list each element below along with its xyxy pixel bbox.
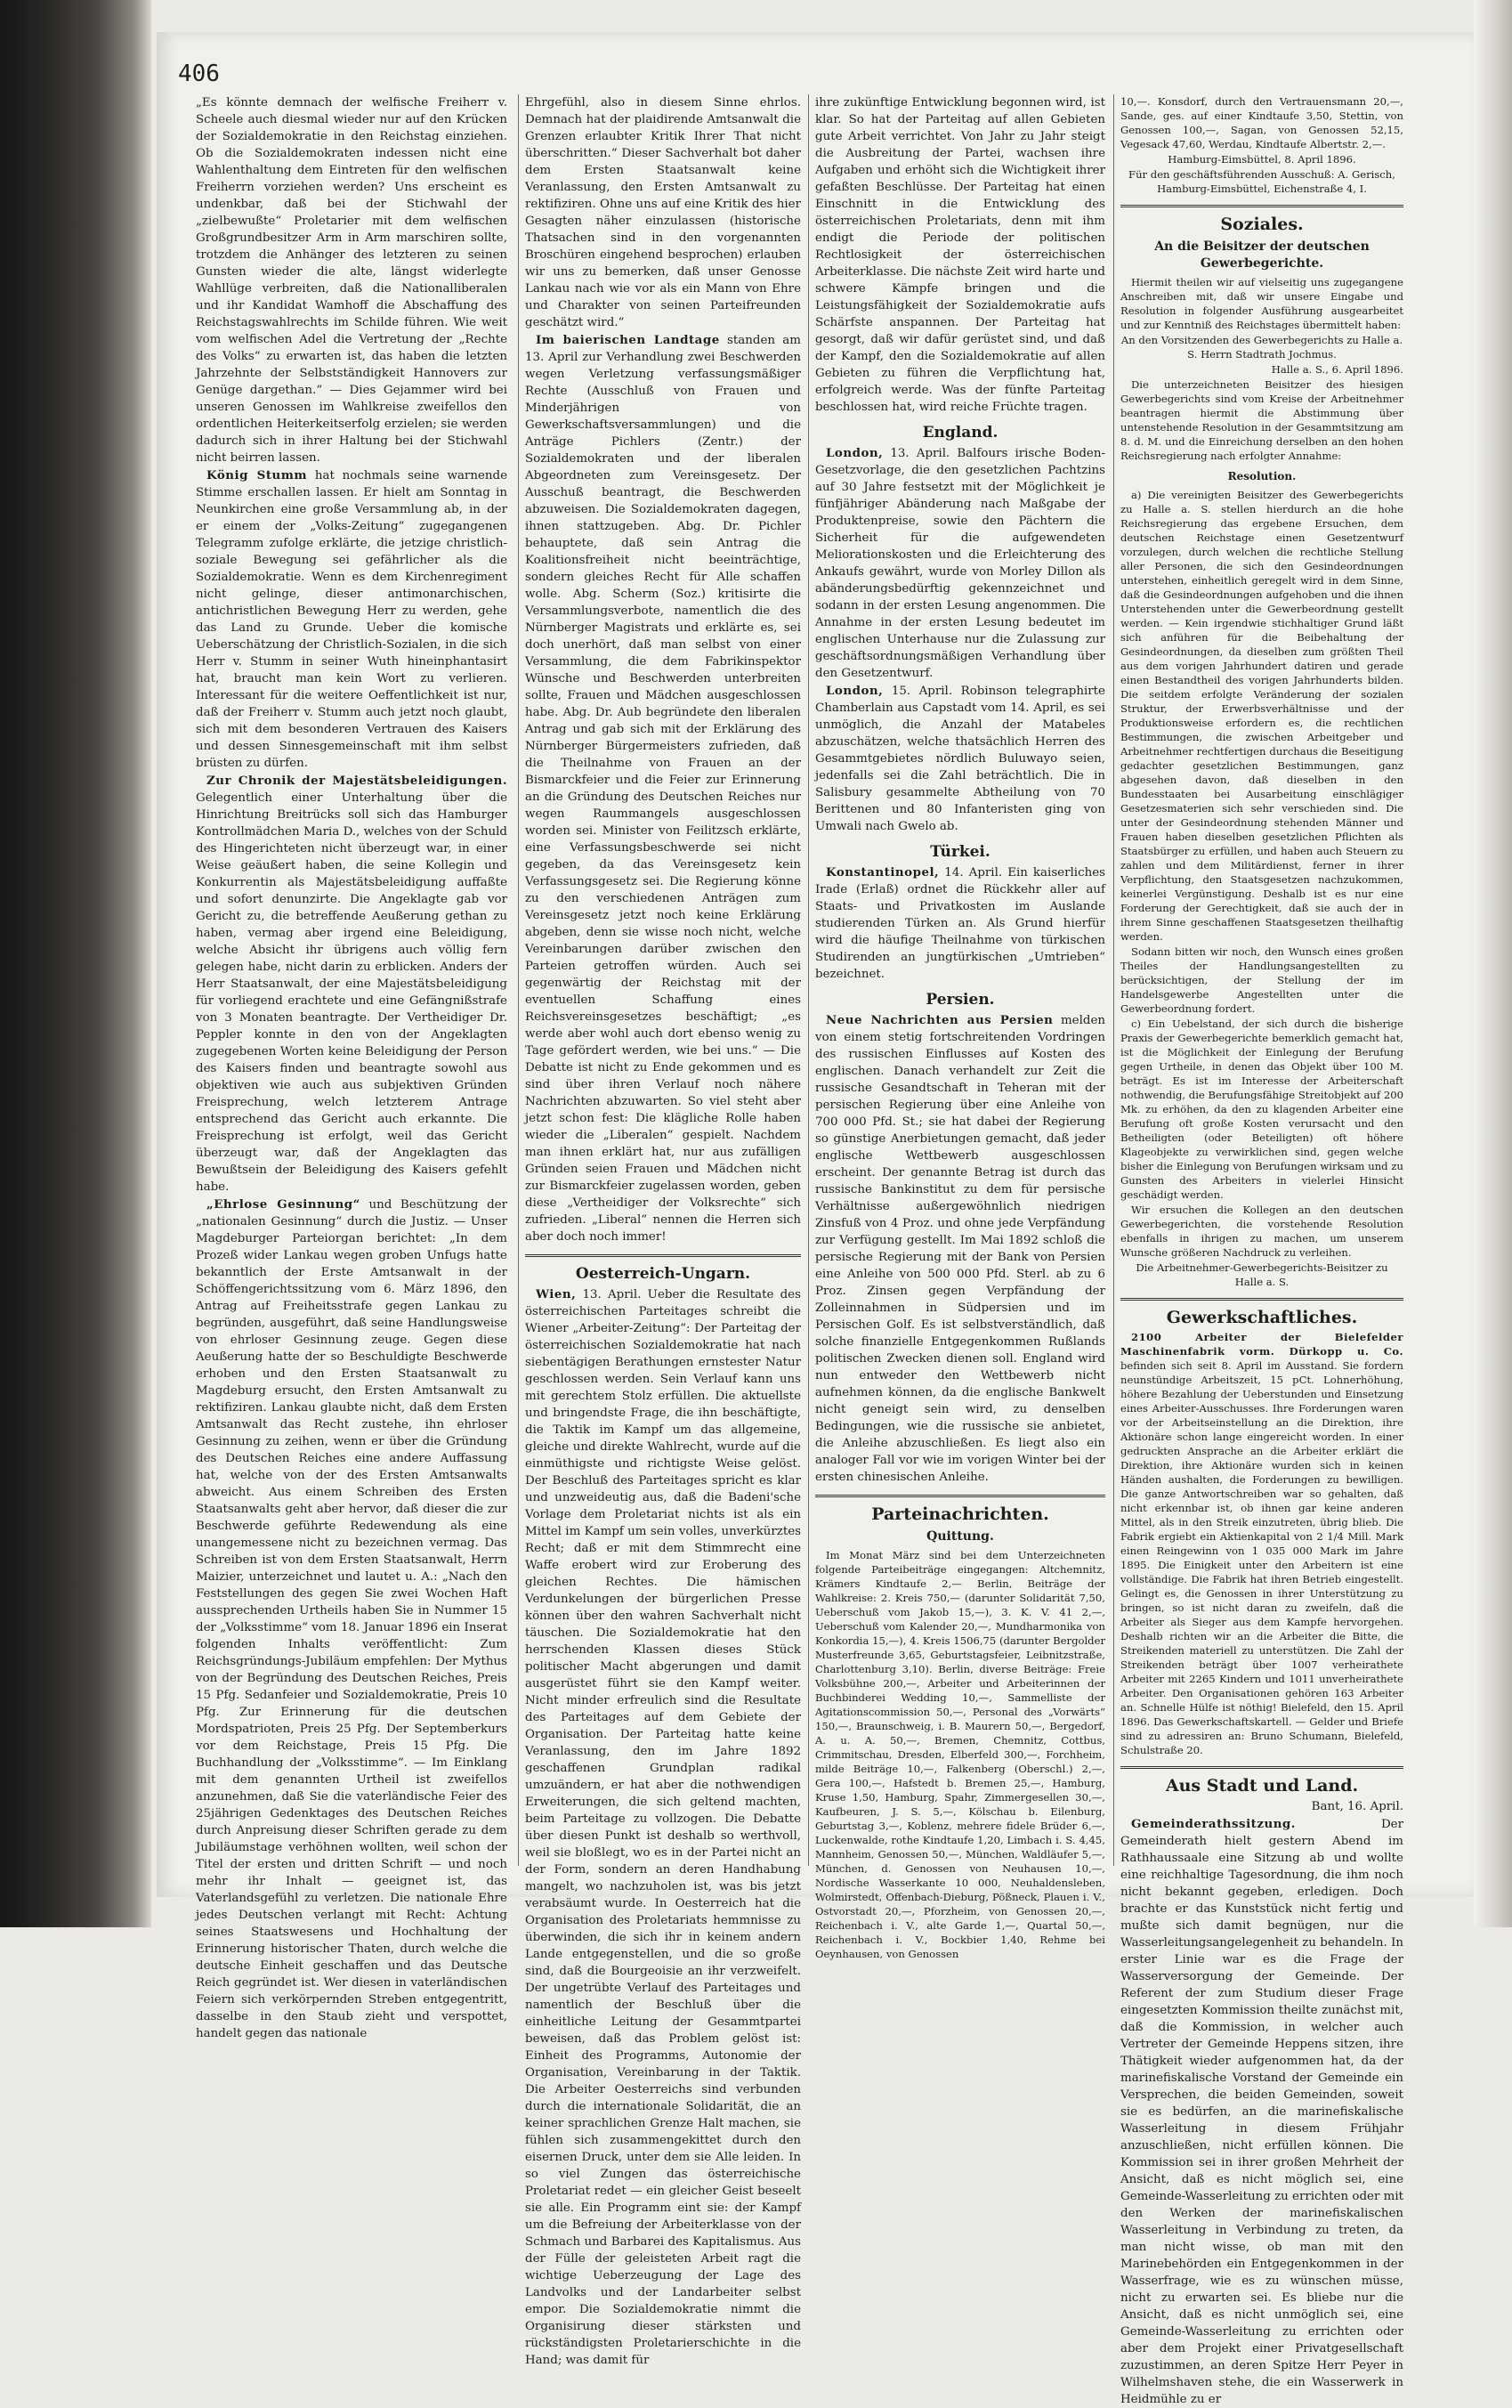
column-4 <box>1120 94 1403 2406</box>
article-lead: Im baierischen Landtage <box>536 333 720 347</box>
paragraph: ihre zukünftige Entwicklung begonnen wird, ist klar. So hat der Parteitag auf allen Gebieten gute Arbeit verrichtet. Von Jahr zu Jahr steigt die Ausbreitung der Partei, wachsen ihre Aufgaben und erhöht sich die Wichtigkeit ihrer gefaßten Beschlüsse. Der Parteitag hat einen Einschnitt in die Entwicklung des österreichischen Proletariats, denn mit ihm endigt die Periode der politischen Rechtlosigkeit der österreichischen Arbeiterklasse. Die nächste Zeit wird harte und schwere Kämpfe bringen und die Leistungsfähigkeit der Sozialdemokratie aufs Schärfste anspannen. Der Parteitag hat gesorgt, daß wir dafür gerüstet sind, und daß der Kampf, den die Sozialdemokratie auf allen Gebieten zu führen die Verpflichtung hat, erfolgreich werde. Was der fünfte Parteitag beschlossen hat, wird reiche Früchte tragen. <box>815 96 1105 414</box>
column-2 <box>525 94 801 2367</box>
article-lead: Wien, <box>536 1287 577 1301</box>
section-heading: Türkei. <box>930 843 990 861</box>
article <box>525 1286 801 2369</box>
article-lead: London, <box>826 446 884 460</box>
article-lead: König Stumm <box>206 468 308 482</box>
section-heading: Gewerkschaftliches. <box>1166 1308 1358 1327</box>
paragraph: a) Die vereinigten Beisitzer des Gewerbegerichts zu Halle a. S. stellen hierdurch an die hohe Reichsregierung das ergebene Ersuchen, dem deutschen Reichstage einen Gesetzentwurf vorzulegen, durch welchen die rechtliche Stellung aller Personen, die sich den Gesindeordnungen unterstehen, einheitlich geregelt wird in dem Sinne, daß die Gesindeordnungen aufgehoben und die ihnen Unterstehenden unter die Gewerbeordnung gestellt werden. — Kein irgendwie stichhaltiger Grund läßt sich anführen für die Beibehaltung der Gesindeordnungen, da dieselben zum größten Theil aus dem vorigen Jahrhundert datiren und gerade einen Bestandtheil des vorigen Jahrhunderts bilden. Die seitdem erfolgte Veränderung der sozialen Struktur, der Erwerbsverhältnisse und der Produktionsweise erfordern es, die rechtlichen Bestimmungen, die zwischen Arbeitgeber und Arbeitnehmer rechtfertigen durchaus die Beseitigung gedachter gesetzlichen Bestimmungen, ganz abgesehen davon, daß dieselben in den Bundesstaaten bei Ausarbeitung einschlägiger Gesetzesmaterien sich sehr verschieden sind. Die unter der Gesindeordnung stehenden Männer und Frauen haben dieselben gesetzlichen Pflichten als Staatsbürger zu erfüllen, und haben auch Steuern zu zahlen und dem Militärdienst, ferner in ihrer Verpflichtung, den Staatsgesetzen nachzukommen, keinerlei Vergünstigung. Deshalb ist es nur eine Forderung der Gerechtigkeit, daß sie auch der in ihrem Sinne geschaffenen Staatsgesetzen theilhaftig werden. <box>1120 489 1403 943</box>
paragraph: Ehrgefühl, also in diesem Sinne ehrlos. Demnach hat der plaidirende Amtsanwalt die Grenzen erlaubter Kritik Ihrer That nicht überschritten.“ Dieser Sachverhalt bot daher dem Ersten Staatsanwalt keine Veranlassung, den Ersten Amtsanwalt zu rektifiziren. Ohne uns auf eine Kritik des hier Gesagten näher einzulassen (historische Thatsachen sind in den vorgenannten Broschüren eingehend besprochen) erlauben wir uns zu bemerken, daß unser Genosse Lankau nach wie vor als ein Mann von Ehre und Charakter von seinen Parteifreunden geschätzt wird.“ <box>525 96 801 329</box>
article-text: und Beschützung der „nationalen Gesinnung“ durch die Justiz. — Unser Magdeburger Parteiorgan berichtet: „In dem Prozeß wider Lankau wegen groben Unfugs hatte bekanntlich der Erste Amtsanwalt in der Schöffengerichtssitzung vom 6. März 1896, den Antrag auf Freiheitsstrafe gegen Lankau zu begründen, ausgeführt, daß seine Handlungsweise von ehrloser Gesinnung zeuge. Gegen diese Aeußerung hatte der so Beschuldigte Beschwerde erhoben und den Ersten Staatsanwalt zu Magdeburg ersucht, den Ersten Amtsanwalt zu rektifiziren. Lankau glaubte nicht, daß dem Ersten Amtsanwalt das Recht zustehe, ihn ehrloser Gesinnung zu zeihen, wenn er über die Gründung des Deutschen Reiches eine andere Auffassung hat, welche von der des Ersten Amtsanwalts abweicht. Aus einem Schreiben des Ersten Staatsanwalts geht aber hervor, daß dieser die zur Beschwerde geführte Redewendung als eine unangemessene nicht zu bezeichnen vermag. Das Schreiben ist von dem Ersten Staatsanwalt, Herrn Maizier, unterzeichnet und lautet u. A.: „Nach den Feststellungen des gegen Sie zwei Wochen Haft aussprechenden Urtheils haben Sie in Nummer 15 der „Volksstimme“ vom 18. Januar 1896 ein Inserat folgenden Inhalts veröffentlicht: Zum Reichsgründungs-Jubiläum empfehlen: Der Mythus von der Begründung des Deutschen Reiches, Preis 15 Pfg. Sedanfeier und Sozialdemokratie, Preis 10 Pfg. Zur Erinnerung für die deutschen Mordspatrioten, Preis 25 Pfg. Der Septemberkurs vor dem Reichstage, Preis 15 Pfg. Die Buchhandlung der „Volksstimme“. — Im Einklang mit dem genannten Urtheil ist zweifellos anzunehmen, daß Sie die vaterländische Feier des 25jährigen Gedenktages des Deutschen Reiches durch Anpreisung dieser Schriften gerade zu dem Jubiläumstage verhöhnen wollten, weil schon der Titel der ersten und dritten Schrift — und noch mehr ihr Inhalt — geeignet ist, das Vaterlandsgefühl zu verletzen. Die nationale Ehre jedes Deutschen verlangt mit Recht: Achtung seines Staatswesens und Hochhaltung der Erinnerung historischer Thaten, durch welche die deutsche Einheit geschaffen und das Deutsche Reich gegründet ist. Wer diesen in vaterländischen Feiern sich verkörpernden Streben entgegentritt, dasselbe in den Staub zieht und verspottet, handelt gegen das nationale <box>196 1198 507 2040</box>
article <box>815 1012 1105 1486</box>
paragraph: Die unterzeichneten Beisitzer des hiesigen Gewerbegerichts sind vom Kreise der Arbeitnehmer beantragen hiermit die Abstimmung über untenstehende Resolution in der Gesammtsitzung am 8. d. M. und die Einreichung derselben an den hohen Reichsregierung nach erfolgter Annahme: <box>1120 378 1403 462</box>
article-text: 13. April. Balfours irische Boden-Gesetzvorlage, die den gesetzlichen Pachtzins auf 30 Jahre festsetzt mit der Möglichkeit je fünfjähriger Abänderung nach Maßgabe der Produktenpreise, sowie den Pächtern die Sicherheit für die aufgewendeten Meliorationskosten und die Erleichterung des Ankaufs gewährt, wurde von Morley Dillon als abänderungsbedürftig gekennzeichnet und sodann in der ersten Lesung angenommen. Die Annahme in der ersten Lesung bedeutet im englischen Unterhause nur die Zulassung zur geschäftsordnungsmäßigen Verhandlung über den Gesetzentwurf. <box>815 447 1105 680</box>
article-lead: Konstantinopel, <box>826 865 940 880</box>
column-separator <box>808 94 809 1866</box>
receipt-list: Im Monat März sind bei dem Unterzeichneten folgende Parteibeiträge eingegangen: Altchemnitz, Krämers Kindtaufe 2,— Berlin, Beiträge der Wahlkreise: 2. Kreis 750,— (darunter Solidarität 7,50, Ueberschuß vom Jakob 15,—), 3. K. V. 41 2,—, Ueberschuß vom Kalender 20,—, Mundharmonika von Konkordia 15,—), 4. Kreis 1506,75 (darunter Bergolder Musterfreunde 3,65, Geburtstagsfeier, Leibnitzstraße, Charlottenburg 3,10). Berlin, diverse Beiträge: Freie Volksbühne 200,—, Arbeiter und Arbeiterinnen der Buchbinderei Wedding 10,—, Sammelliste der Agitationscommission 50,—, Personal des „Vorwärts“ 150,—, Braunschweig, i. B. Maurern 50,—, Bergedorf, A. u. A. 50,—, Bremen, Chemnitz, Cottbus, Crimmitschau, Dresden, Elberfeld 300,—, Forchheim, milde Beiträge 10,—, Falkenberg (Oberschl.) 2,—, Gera 100,—, Hafstedt b. Bremen 25,—, Hamburg, Kruse 1,50, Hamburg, Spahr, Zimmergesellen 30,—, Kaufbeuren, J. S. 5,—, Kölschau b. Eilenburg, Geburtstag 3,—, Koblenz, mehrere fidele Brüder 6,—, Luckenwalde, rothe Kindtaufe 1,20, Limbach i. S. 4,45, Mannheim, Genossen 50,—, München, Waldläufer 5,—, München, d. Genossen von Neuhausen 10,—, Nordische Wasserkante 10 000, Neuhaldensleben, Wolmirstedt, Offenbach-Dieburg, Pößneck, Plauen i. V., Ostvorstadt 20,—, Pforzheim, von Genossen 20,—, Reichenbach i. V., alte Garde 1,—, Quartal 50,—, Reichenbach i. V., Bockbier 1,40, Rehme bei Oeynhausen, von Genossen <box>815 1549 1105 1960</box>
sub-heading: An die Beisitzer der deutschen Gewerbegerichte. <box>1154 239 1370 271</box>
article-text: standen am 13. April zur Verhandlung zwei Beschwerden wegen Verletzung verfassungsmäßiger Rechte (Ausschluß von Frauen und Minderjährigen von Gewerkschaftsversammlungen) und die Anträge Pichlers (Zentr.) der Sozialdemokraten und der liberalen Abgeordneten zum Vereinsgesetz. Der Ausschuß beantragt, die Beschwerden abzuweisen. Die Sozialdemokraten dagegen, ihnen stattzugeben. Abg. Dr. Pichler behauptete, daß sein Antrag die Koalitionsfreiheit nicht beeinträchtige, sondern gleiches Recht für Alle schaffen wolle. Abg. Scherm (Soz.) kritisirte die Versammlungsverbote, namentlich die des Nürnberger Magistrats und erklärte es, sei doch unerhört, daß man selbst von einer Versammlung, die dem Fabrikinspektor Wünsche und Beschwerden unterbreiten sollte, Frauen und Mädchen ausgeschlossen habe. Abg. Dr. Aub begründete den liberalen Antrag und gab sich mit der Erklärung des Nürnberger Bürgermeisters zufrieden, daß die Theilnahme von Frauen an der Bismarckfeier und die Feier zur Erinnerung an die Gründung des Deutschen Reiches nur wegen Raummangels ausgeschlossen worden sei. Minister von Feilitzsch erklärte, eine Verfassungsbeschwerde sei nicht gegeben, da das Vereinsgesetz kein Verfassungsgesetz sei. Die Regierung könne zu den verschiedenen Anträgen zum Vereinsgesetz jetzt noch keine Erklärung abgeben, denn sie wisse noch nicht, welche Vereinbarungen darüber zwischen den Parteien getroffen würden. Auch sei gegenwärtig der Reichstag mit der eventuellen Schaffung eines Reichsvereinsgesetzes beschäftigt; „es werde aber wohl auch dort ebenso wenig zu Tage gefördert werden, wie bei uns.“ — Die Debatte ist nicht zu Ende gekommen und es sind über ihren Verlauf noch nähere Nachrichten abzuwarten. So viel steht aber jetzt schon fest: Die klägliche Rolle haben wieder die „Liberalen“ gespielt. Nachdem man ihnen erklärt hat, nur aus zufälligen Gründen seien Frauen und Mädchen nicht zur Bismarckfeier zugelassen worden, geben diese „Vertheidiger der Volksrechte“ sich zufrieden. „Liberal“ nennen die Herren sich aber doch noch immer! <box>525 334 801 1244</box>
article <box>196 1196 507 2042</box>
paragraph: „Es könnte demnach der welfische Freiherr v. Scheele auch diesmal wieder nur auf den Krücken der Sozialdemokratie in den Reichstag einziehen. Ob die Sozialdemokraten indessen nicht eine Wahlenthaltung dem Eintreten für den welfischen Freiherrn vorziehen werden? Uns erscheint es undenkbar, daß bei der Stichwahl der „zielbewußte“ Proletarier mit dem welfischen Großgrundbesitzer Arm in Arm marschiren sollte, trotzdem die Anhänger des letzteren zu seinen Gunsten wieder die alte, längst widerlegte Wahllüge verbreiten, daß die Nationalliberalen und ihr Kandidat Wamhoff die Abschaffung des Reichstagswahlrechts im Schilde führen. Wie weit vom welfischen Adel die Vertretung der „Rechte des Volks“ zu erwarten ist, das haben die letzten Jahrzehnte der Selbstständigkeit Hannovers zur Genüge dargethan.“ — Dies Gejammer wird bei unseren Genossen im Wahlkreise zweifellos den ordentlichen Heiterkeitserfolg erzielen; sie werden dadurch sich in ihrer Haltung bei der Stichwahl nicht beirren lassen. <box>196 96 507 465</box>
sub-heading: Quittung. <box>926 1529 994 1544</box>
paragraph: 10,—. Konsdorf, durch den Vertrauensmann 20,—, Sande, ges. auf einer Kindtaufe 3,50, Stettin, von Genossen 100,—, Sagan, von Genossen 52,15, Vegesack 47,60, Werdau, Kindtaufe Albertstr. 2,—. <box>1120 95 1403 150</box>
article <box>1120 1330 1403 1757</box>
article-text: Gelegentlich einer Unterhaltung über die Hinrichtung Breitrücks soll sich das Hamburger Kontrollmädchen Maria D., welches von der Schuld des Hingerichteten nicht überzeugt war, in einer Weise geäußert haben, die seine Kollegin und Konkurrentin als Majestätsbeleidigung auffaßte und sofort denunzirte. Die Angeklagte gab vor Gericht zu, die betreffende Aeußerung gethan zu haben, vermag aber irgend eine Beleidigung, welche Absicht ihr übrigens auch völlig fern gelegen habe, nicht darin zu erblicken. Anders der Herr Staatsanwalt, der eine Majestätsbeleidigung für vorliegend erachtete und eine Gefängnißstrafe von 3 Monaten beantragte. Der Vertheidiger Dr. Peppler konnte in den von der Angeklagten zugegebenen Worten keine Beleidigung der Person des Kaisers finden und beantragte sowohl aus objektiven wie auch aus subjektiven Gründen Freisprechung, welch letzterem Antrage entsprechend das Gericht auch erkannte. Die Freisprechung ist erfolgt, weil das Gericht überzeugt war, daß der Angeklagten das Bewußtsein der Beleidigung des Kaisers gefehlt habe. <box>196 791 507 1194</box>
section-rule <box>1120 1766 1403 1769</box>
article <box>815 683 1105 835</box>
section-heading: Aus Stadt und Land. <box>1165 1776 1359 1796</box>
article-lead: 2100 Arbeiter der Bielefelder Maschinenfabrik vorm. Dürkopp u. Co. <box>1120 1331 1403 1358</box>
book-binding <box>0 0 151 1927</box>
article-text: hat nochmals seine warnende Stimme erschallen lassen. Er hielt am Sonntag in Neunkirchen eine große Versammlung ab, in der er einem der „Volks-Zeitung“ zugegangenen Telegramm zufolge erklärte, die jetzige christlich-soziale Bewegung sei gefährlicher als die Sozialdemokratie. Wenn es dem Kirchenregiment nicht gelinge, dieser antimonarchischen, antichristlichen Bewegung Herr zu werden, gehe das Land zu Grunde. Ueber die komische Ueberschätzung der Christlich-Sozialen, in die sich Herr v. Stumm in seiner Wuth hineinphantasirt hat, braucht man kein Wort zu verlieren. Interessant für die weitere Oeffentlichkeit ist nur, daß der Freiherr v. Stumm auch jetzt noch glaubt, sich mit dem besonderen Vertrauen des Kaisers und dessen Sinnesgemeinschaft mit ihm selbst brüsten zu dürfen. <box>196 469 507 770</box>
section-heading: Persien. <box>926 991 995 1009</box>
section-rule <box>1120 1298 1403 1301</box>
article <box>815 864 1105 983</box>
article-lead: „Ehrlose Gesinnung“ <box>206 1197 360 1212</box>
article <box>525 332 801 1245</box>
column-separator <box>518 94 519 1866</box>
section-heading: Parteinachrichten. <box>871 1504 1049 1524</box>
signature: Die Arbeitnehmer-Gewerbegerichts-Beisitzer zu Halle a. S. <box>1136 1261 1388 1288</box>
article <box>196 773 507 1196</box>
article-lead: Neue Nachrichten aus Persien <box>826 1013 1054 1027</box>
article-lead: Gemeinderathssitzung. <box>1131 1817 1296 1831</box>
section-heading: Soziales. <box>1220 215 1304 234</box>
page-edge <box>1474 0 1512 1927</box>
article-lead: Zur Chronik der Majestätsbeleidigungen. <box>206 774 507 788</box>
column-1 <box>196 94 507 2040</box>
column-3 <box>815 94 1105 1960</box>
sub-heading: Resolution. <box>1227 470 1297 482</box>
article <box>815 445 1105 682</box>
article-text: 14. April. Ein kaiserliches Irade (Erlaß) ordnet die Rückkehr aller auf Staats- und Privatkosten im Auslande studierenden Türken an. Als Grund hierfür wird die häufige Theilnahme von türkischen Studirenden an jungtürkischen „Umtrieben“ bezeichnet. <box>815 866 1105 981</box>
dateline: Halle a. S., 6. April 1896. <box>1271 363 1403 376</box>
dateline: Hamburg-Eimsbüttel, 8. April 1896. <box>1168 153 1356 166</box>
paragraph: Sodann bitten wir noch, den Wunsch eines großen Theiles der Handlungsangestellten zu berücksichtigen, der Stellung der im Handelsgewerbe Angestellten unter die Gewerbeordnung fordert. <box>1120 945 1403 1015</box>
section-rule <box>525 1254 801 1257</box>
paragraph: Wir ersuchen die Kollegen an den deutschen Gewerbegerichten, die vorstehende Resolution ebenfalls in ihrigen zu machen, um unserem Wunsche größeren Nachdruck zu verleihen. <box>1120 1204 1403 1259</box>
dateline: Bant, 16. April. <box>1311 1800 1403 1813</box>
article-text: melden von einem stetig fortschreitenden Vordringen des russischen Einflusses auf Kosten des englischen. Danach verhandelt zur Zeit die russische Gesandtschaft in Teheran mit der persischen Regierung über eine Anleihe von 700 000 Pfd. St.; sie hat dabei der Regierung so günstige Anerbietungen gemacht, daß jeder englische Wettbewerb ausgeschlossen erscheint. Der genannte Betrag ist durch das russische Bankinstitut zu dem für persische Verhältnisse außergewöhnlich niedrigen Zinsfuß von 4 Proz. und ohne jede Verpfändung zur Verfügung gestellt. Im Mai 1892 schloß die persische Regierung mit der Bank von Persien eine Anleihe von 500 000 Pfd. Sterl. ab zu 6 Proz. Zinsen gegen Verpfändung der Zolleinnahmen in Südpersien und im Persischen Golf. Es ist selbstverständlich, daß solche finanzielle Entgegenkommen Rußlands politischen Zwecken dienen soll. England wird nun entweder den Wettbewerb nicht aufnehmen können, da die englische Bankwelt nicht geneigt sein wird, zu denselben Bedingungen, wie die russische sie anbietet, die Anleihe abzuschließen. Es liegt also ein analoger Fall vor wie im vorigen Winter bei der ersten chinesischen Anleihe. <box>815 1014 1105 1484</box>
article-text: Der Gemeinderath hielt gestern Abend im Rathhaussaale eine Sitzung ab und wollte eine reichhaltige Tagesordnung, die ihm noch nicht bekannt gegeben, erledigen. Doch brachte er das Kunststück nicht fertig und mußte sich damit begnügen, nur die Wasserleitungsangelegenheit zu behandeln. In erster Linie war es die Frage der Wasserversorgung der Gemeinde. Der Referent der zum Studium dieser Frage eingesetzten Kommission theilte zunächst mit, daß die Kommission, in welcher auch Vertreter der Gemeinde Heppens sitzen, ihre Thätigkeit wieder aufgenommen hat, da der marinefiskalische Vorstand der Gemeinde ein Versprechen, die beiden Gemeinden, soweit sie es bedürfen, an die marinefiskalische Wasserleitung in diesem Frühjahr anzuschließen, nicht erfüllen können. Die Kommission sei in ihrer großen Mehrheit der Ansicht, daß es nicht möglich sei, eine Gemeinde-Wasserleitung zu errichten oder mit den Werken der marinefiskalischen Wasserleitung in Verbindung zu treten, da man nicht wisse, ob man mit den Marinebehörden ein Entgegenkommen in der Wasserfrage, wie es zu wünschen müsse, nicht zu erwarten sei. Es bliebe nur die Ansicht, daß es nicht unmöglich sei, eine Gemeinde-Wasserleitung zu errichten oder aber dem Projekt einer Privatgesellschaft zuzustimmen, an deren Spitze Herr Peyer in Wilhelmshaven stehe, die ein Wasserwerk in Heidmühle zu er <box>1120 1818 1403 2406</box>
section-heading: England. <box>922 424 999 442</box>
section-rule <box>1120 205 1403 207</box>
article-text: 15. April. Robinson telegraphirte Chamberlain aus Capstadt vom 14. April, es sei unmöglich, die Anzahl der Matabeles abzuschätzen, welche thatsächlich Herren des Gesammtgebietes nördlich Buluwayo seien, jedenfalls sei die Zahl beträchtlich. Die in Salisbury gesammelte Abtheilung von 70 Berittenen und 80 Infanteristen ging von Umwali nach Gwelo ab. <box>815 685 1105 833</box>
article-text: befinden sich seit 8. April im Ausstand. Sie fordern neunstündige Arbeitszeit, 15 pCt. Lohnerhöhung, höhere Bezahlung der Ueberstunden und Einsetzung eines Arbeiter-Ausschusses. Ihre Forderungen waren vor der Arbeitseinstellung an die Direktion, ihre Aktionäre schon lange eingereicht worden. In einer gedruckten Ansprache an die Arbeiter erklärt die Direktion, ihre Aktionäre wurden sich in keinen Händen aushalten, die Forderungen zu bewilligen. Die ganze Antwortschreiben war so gehalten, daß nicht erkennbar ist, ob ihnen gar keine anderen Mittel, als in den Streik einzutreten, übrig blieb. Die Fabrik ergiebt ein Aktienkapital von 2 1/4 Mill. Mark einen Reingewinn von 1 035 000 Mark im Jahre 1895. Die Einigkeit unter den Arbeitern ist eine vollständige. Die Fabrik hat ihren Betrieb eingestellt. Gelingt es, die Genossen in ihrer Unterstützung zu bringen, so ist nicht daran zu zweifeln, daß die Arbeiter als Sieger aus dem Kampfe hervorgehen. Deshalb richten wir an die Arbeiter die Bitte, die Streikenden materiell zu unterstützen. Die Zahl der Streikenden beträgt über 1007 verheirathete Arbeiter mit 2265 Kindern und 1011 unverheirathete Arbeiter. Den Organisationen gehören 163 Arbeiter an. Schnelle Hülfe ist nöthig! Bielefeld, den 15. April 1896. Das Gewerkschaftskartell. — Gelder und Briefe sind zu adressiren an: Bruno Schumann, Bielefeld, Schulstraße 20. <box>1120 1359 1403 1756</box>
paragraph: c) Ein Uebelstand, der sich durch die bisherige Praxis der Gewerbegerichte bemerklich gemacht hat, ist die Möglichkeit der Einlegung der Berufung gegen Urtheile, in denen das Objekt über 100 M. beträgt. Es ist im Interesse der Arbeiterschaft nothwendig, die Berufungsfähige Streitobjekt auf 200 Mk. zu erhöhen, da den zu klagenden Arbeiter eine Berufung oft große Kosten verursacht und den Betheiligten (oder Beteiligten) oft höhere Klageobjekte zu verwirklichen sind, gegen welche bisher die Einlegung von Berufungen wirksam und zu Gunsten des Arbeiters in vielerlei Hinsicht geschädigt werden. <box>1120 1018 1403 1201</box>
article <box>1120 1816 1403 2408</box>
column-separator <box>1113 94 1114 1866</box>
article-text: 13. April. Ueber die Resultate des österreichischen Parteitages schreibt die Wiener „Arbeiter-Zeitung“: Der Parteitag der österreichischen Sozialdemokratie hat nach siebentägigen Berathungen ernstester Natur geschlossen werden. Sein Verlauf kann uns mit gerechtem Stolz erfüllen. Die aktuellste und bringendste Frage, die ihn beschäftigte, die Taktik im Kampf um das allgemeine, gleiche und direkte Wahlrecht, wurde auf die einmüthigste und richtigste Weise gelöst. Der Beschluß des Parteitages spricht es klar und unzweideutig aus, daß die Badeni'sche Vorlage dem Proletariat nichts ist als ein Mittel im Kampf um sein volles, unverkürztes Recht; daß er mit dem Stimmrecht eine Waffe erobert wird zur Eroberung des gleichen Rechtes. Die hämischen Verdunkelungen der bürgerlichen Presse können über den wahren Sachverhalt nicht täuschen. Die Sozialdemokratie hat den herrschenden Klassen dieses Stück politischer Macht abgerungen und damit ausgerüstet führt sie den Kampf weiter. Nicht minder erfreulich sind die Resultate des Parteitages auf dem Gebiete der Organisation. Der Parteitag hatte keine Veranlassung, den im Jahre 1892 geschaffenen Grundplan radikal umzuändern, er hat aber die nothwendigen Erweiterungen, die sich geltend machten, beim Parteitage zu vollzogen. Die Debatte über diesen Punkt ist deshalb so werthvoll, weil sie bloßlegt, wo es in der Partei nicht an der Form, sondern an deren Handhabung mangelt, wo nachzuholen ist, was bis jetzt verabsäumt wurde. In Oesterreich hat die Organisation des Proletariats hemmnisse zu überwinden, die sich ihr in keinem andern Lande entgegenstellen, und die so große sind, daß die Bourgeoisie an ihr verzweifelt. Der ungetrübte Verlauf des Parteitages und namentlich der Beschluß über die einheitliche Leitung der Gesammtpartei beweisen, daß das Problem gelöst ist: Einheit des Programms, Autonomie der Organisation, Vereinbarung in der Taktik. Die Arbeiter Oesterreichs sind verbunden durch die internationale Solidarität, die an keiner sprachlichen Grenze Halt machen, sie fühlen sich zusammengekittet durch den eisernen Druck, unter dem sie Alle leiden. In so viel Zungen das österreichische Proletariat redet — ein gleicher Geist beseelt sie alle. Ein Programm eint sie: der Kampf um die Befreiung der Arbeiterklasse von der Schmach und Barbarei des Kapitalismus. Aus der Fülle der geleisteten Arbeit ragt die wichtige Ueberzeugung der Lage des Landvolks und der Landarbeiter selbst empor. Die Sozialdemokratie nimmt die Organisirung dieser stärksten und rückständigsten Proletarierschichte in die Hand; was damit für <box>525 1288 801 2367</box>
article-lead: London, <box>826 684 884 698</box>
section-heading: Oesterreich-Ungarn. <box>575 1265 751 1283</box>
section-rule <box>815 1495 1105 1497</box>
signature: Für den geschäftsführenden Ausschuß: A. Gerisch, Hamburg-Eimsbüttel, Eichenstraße 4, I. <box>1128 168 1395 195</box>
paragraph: Hiermit theilen wir auf vielseitig uns zugegangene Anschreiben mit, daß wir unsere Eingabe und Resolution in folgender Ausführung ausgearbeitet und zur Kenntniß des Reichstages übermittelt haben: <box>1120 276 1403 331</box>
page-number: 406 <box>178 61 220 87</box>
article <box>196 467 507 772</box>
address: An den Vorsitzenden des Gewerbegerichts zu Halle a. S. Herrn Stadtrath Jochmus. <box>1120 334 1403 361</box>
